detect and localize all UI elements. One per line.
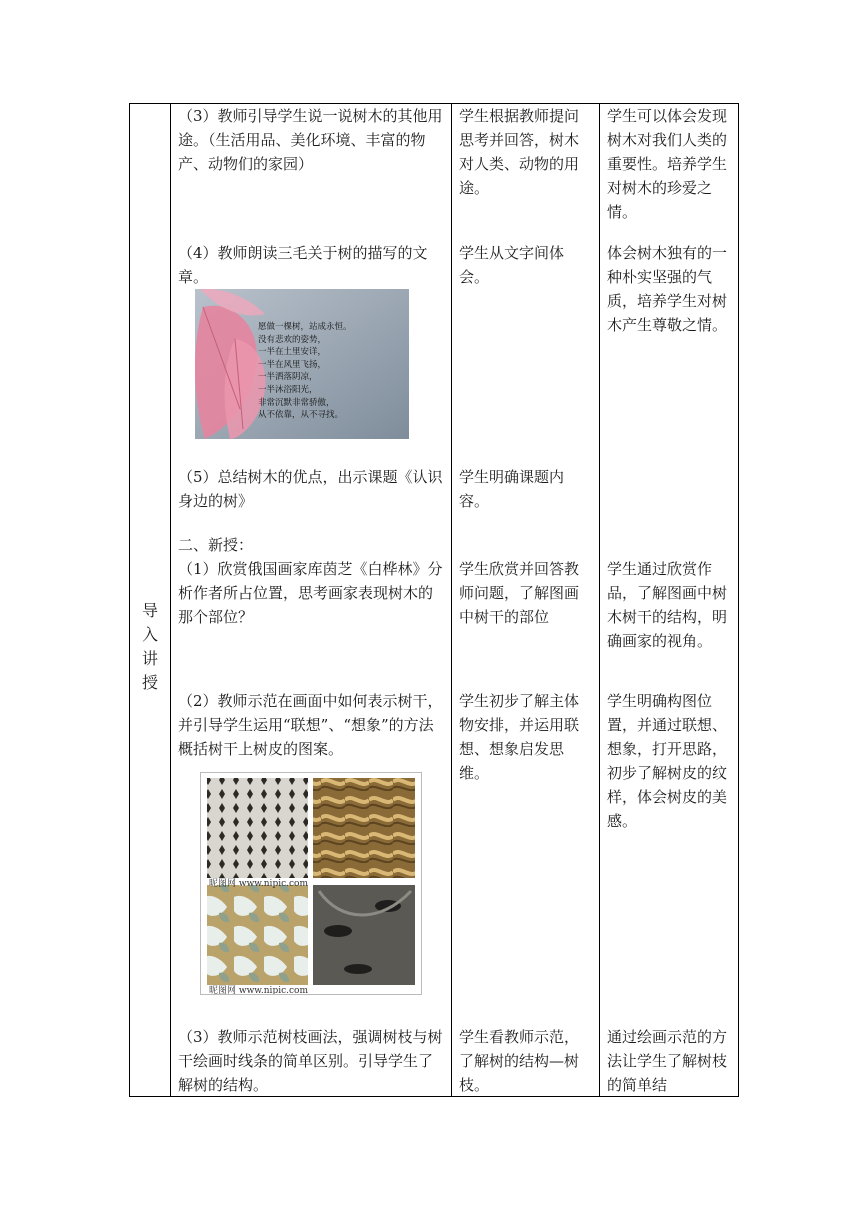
design-intent-text: 学生可以体会发现树木对我们人类的重要性。培养学生对树木的珍爱之情。 <box>607 107 728 221</box>
poem-image <box>195 289 409 439</box>
bark-caption: 昵图网 www.nipic.com <box>209 879 308 889</box>
teacher-activity-text: （5）总结树木的优点，出示课题《认识身边的树》 <box>178 468 443 510</box>
bark-caption: 昵图网 www.nipic.com <box>209 986 308 995</box>
teacher-activity-text: （3）教师示范树枝画法，强调树枝与树干绘画时线条的简单区别。引导学生了解树的结构。 <box>178 1028 443 1094</box>
teacher-activity-text: （1）欣赏俄国画家库茵芝《白桦林》分析作者所占位置，思考画家表现树木的那个部位？ <box>178 560 443 626</box>
column-divider <box>599 104 600 1096</box>
bark-texture-image <box>200 772 422 995</box>
design-intent-text: 学生明确构图位置，并通过联想、想象，打开思路，初步了解树皮的纹样，体会树皮的美感。 <box>607 692 728 830</box>
design-intent-text: 体会树木独有的一种朴实坚强的气质，培养学生对树木产生尊敬之情。 <box>607 244 728 334</box>
student-activity-text: 学生从文字间体会。 <box>459 244 565 286</box>
student-activity-text: 学生初步了解主体物安排，并运用联想、想象启发思维。 <box>459 692 580 782</box>
student-activity-text: 学生欣赏并回答教师问题，了解图画中树干的部位 <box>459 560 580 626</box>
student-activity-text: 学生看教师示范，了解树的结构—树枝。 <box>459 1028 580 1094</box>
teacher-activity-text: （3）教师引导学生说一说树木的其他用途。（生活用品、美化环境、丰富的物产、动物们的家园） <box>178 107 443 173</box>
stage-label: 导 入 讲 授 <box>141 601 158 692</box>
lesson-plan-table <box>129 103 739 1097</box>
column-divider <box>170 104 171 1096</box>
column-divider <box>451 104 452 1096</box>
student-activity-text: 学生根据教师提问思考并回答，树木对人类、动物的用途。 <box>459 107 580 197</box>
section-heading: 二、新授： <box>178 536 254 554</box>
poem-text: 愿做一棵树，站成永恒。 没有悲欢的姿势， 一半在土里安详， 一半在风里飞扬， 一半洒落阴凉， 一半沐浴阳光， 非常沉默非常骄傲， 从不依靠，从不寻找。 <box>258 322 352 421</box>
teacher-activity-text: （4）教师朗读三毛关于树的描写的文章。 <box>178 244 428 286</box>
student-activity-text: 学生明确课题内容。 <box>459 468 565 510</box>
design-intent-text: 通过绘画示范的方法让学生了解树枝的简单结 <box>607 1028 728 1094</box>
teacher-activity-text: （2）教师示范在画面中如何表示树干，并引导学生运用“联想”、“想象”的方法概括树干上树皮的图案。 <box>178 692 443 758</box>
design-intent-text: 学生通过欣赏作品，了解图画中树木树干的结构，明确画家的视角。 <box>607 560 728 650</box>
